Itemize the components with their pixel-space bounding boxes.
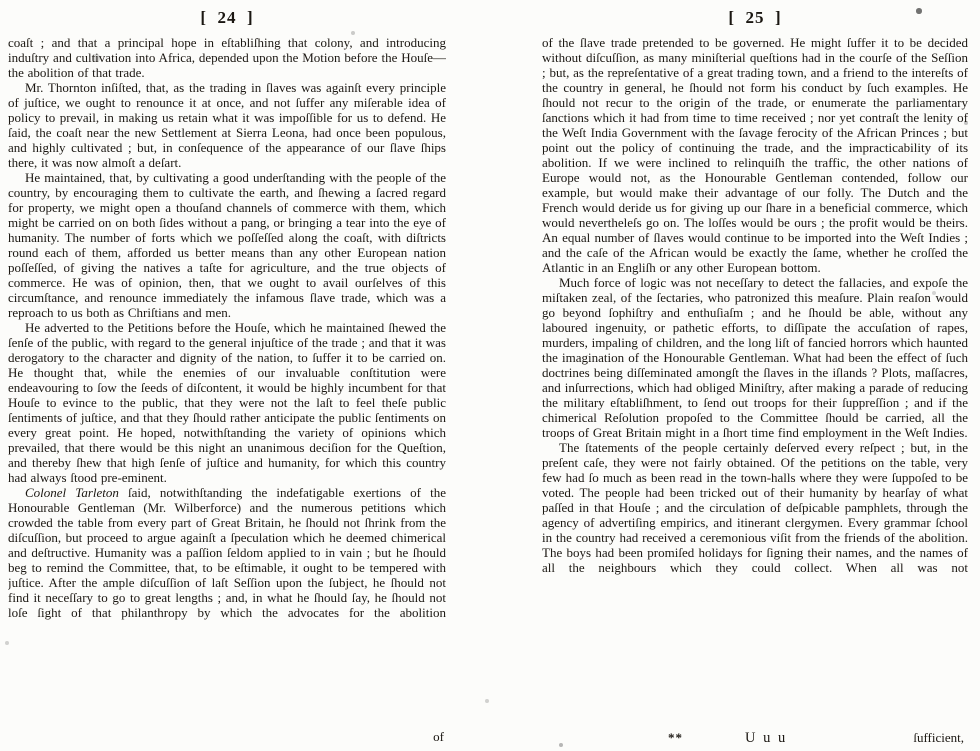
paragraph: Colonel Tarleton ſaid, notwithſtanding the indefatigable exertions of the Honourable Gentleman (Mr. Wilberforce) and the numerous petitions which crowded the table from every part of Great Britain, he ſhould not ſhrink from the diſcuſſion, but proceed to argue againſt a ſpeculation which he deemed chimerical and deſtructive. Humanity was a paſſion ſeldom applied to in vain ; but he ſhould beg to remind the Committee, that, to be eſtimable, it ought to be tempered with juſtice. After the ample diſcuſſion of laſt Seſſion upon the ſubject, he ſhould not find it neceſſary to go to great lengths ; and, in what he ſhould ſay, he ſhould not loſe ſight of that philanthropy by which the advocates for the abolition (8, 485, 446, 620)
paragraph: Mr. Thornton inſiſted, that, as the trading in ſlaves was againſt every principle of juſtice, we ought to renounce it at once, and not ſuffer any miſerable idea of policy to prevail, in making us retain what it was impoſſible for us to defend. He ſaid, the coaſt near the new Settlement at Sierra Leona, had once been populous, and highly cultivated ; but, in conſequence of the appearance of our ſlave ſhips there, it was now almoſt a deſart. (8, 80, 446, 170)
press-signature: U u u (745, 730, 788, 746)
paragraph: of the ſlave trade pretended to be governed. He might ſuffer it to be decided without diſcuſſion, as many miniſterial queſtions had in the courſe of the Seſſion ; but, as the repreſentative of a great trading town, and a friend to the intereſts of the country in general, he ſhould not form his conduct by ſuch examples. He ſhould not recur to the origin of the trade, or enumerate the parliamentary ſanctions which it had from time to time received ; nor yet contraſt the lenity of the Weſt India Government with the ſavage ferocity of the African Princes ; but point out the policy of continuing the trade, and the impracticability of its abolition. If we were inclined to relinquiſh the traffic, the other nations of Europe would not, as the Honourable Gentleman contended, follow our example, but would make their advantage of our folly. The Dutch and the French would deride us for giving up our ſhare in a beneficial commerce, which would nevertheleſs go on. The loſſes would be ours ; the profit would be theirs. An equal number of ſlaves would continue to be imported into the Weſt Indies ; and the caſe of the African would be exactly the ſame, whether he croſſed the Atlantic in an Engliſh or any other European bottom. (542, 35, 968, 275)
catchword: of (433, 729, 444, 744)
page-25 (542, 0, 968, 751)
paragraph: coaſt ; and that a principal hope in eſtabliſhing that colony, and introducing induſtry and cultivation into Africa, depended upon the Motion before the Houſe—the abolition of that trade. (8, 35, 446, 80)
paragraph: Much force of logic was not neceſſary to detect the fallacies, and expoſe the miſtaken zeal, of the ſectaries, who patronized this meaſure. Plain reaſon would go beyond ſophiſtry and enthuſiaſm ; and he ſhould be able, without any laboured ingenuity, or pathetic efforts, to diſſipate the accuſation of rapes, murders, impaling of children, and the long liſt of fancied horrors which haunted the imagination of the Honourable Gentleman. What had been the effect of ſuch doctrines being diſſeminated amongſt the ſlaves in the iſlands ? Plots, maſſacres, and inſurrections, which had obliged Miniſtry, after making a parade of reducing the military eſtabliſhment, to ſend out troops for their ſuppreſſion ; and if the chimerical Reſolution propoſed to the Committee ſhould be carried, all the troops of Great Britain might in a ſhort time find employment in the Weſt Indies. (542, 275, 968, 440)
page-25-text-block (542, 35, 968, 727)
catchword: ſufficient, (913, 730, 964, 745)
page-number-header: [ 24 ] (200, 8, 254, 27)
paragraph: He maintained, that, by cultivating a good underſtanding with the people of the country, by encouraging them to cultivate the earth, and ſhewing a ſacred regard for property, we might open a thouſand channels of commerce with them, which might be carried on on both ſides without a pang, or bringing a tear into the eye of humanity. The number of forts which we poſſeſſed along the coaſt, with diſtricts round each of them, afforded us better means than any other European nation poſſeſſed, of giving the natives a taſte for agriculture, and the true objects of commerce. He was of opinion, then, that we ought to avail ourſelves of this circumſtance, and renounce immediately the infamous ſlave trade, which was a reproach to us both as Chriſtians and men. (8, 170, 446, 320)
catchword-line (433, 729, 444, 745)
signature-mark: ** (668, 730, 683, 745)
page-24 (8, 0, 446, 751)
page-footer (542, 730, 968, 746)
scan-noise (0, 0, 2, 2)
speaker-name: Colonel Tarleton (25, 485, 129, 500)
paragraph: He adverted to the Petitions before the Houſe, which he maintained ſhewed the ſenſe of the public, with regard to the general injuſtice of the trade ; and that it was derogatory to the character and dignity of the nation, to ſuffer it to be carried on. He thought that, while the enemies of our invaluable conſtitution were endeavouring to ſow the ſeeds of diſcontent, it would be highly incumbent for that Houſe to evince to the public, that they were not the laſt to feel theſe public ſentiments of juſtice, and that they ſhould rather anticipate the public ſentiments on every great point. He hoped, notwithſtanding the variety of opinions which prevailed, that there would be this night an unanimous deciſion for the Queſtion, and thereby ſhew that high ſenſe of juſtice and humanity, for which this country had always ſtood pre-eminent. (8, 320, 446, 485)
page-number-header: [ 25 ] (728, 8, 782, 27)
paragraph: The ſtatements of the people certainly deſerved every reſpect ; but, in the preſent caſe, they were not fairly obtained. Of the petitions on the table, very few had ſo much as been read in the town-halls where they were ſuppoſed to be voted. The people had been tricked out of their humanity by hearſay of what paſſed in that Houſe ; and the circulation of deſpicable pamphlets, through the agency of advertiſing empirics, and itinerant clergymen. Every grammar ſchool in the country had received a ceremonious viſit from the friends of the abolition. The boys had been promiſed holidays for ſigning their names, and the names of all the neighbours which they could collect. When all was not (542, 440, 968, 575)
page-24-text-block (8, 35, 446, 727)
